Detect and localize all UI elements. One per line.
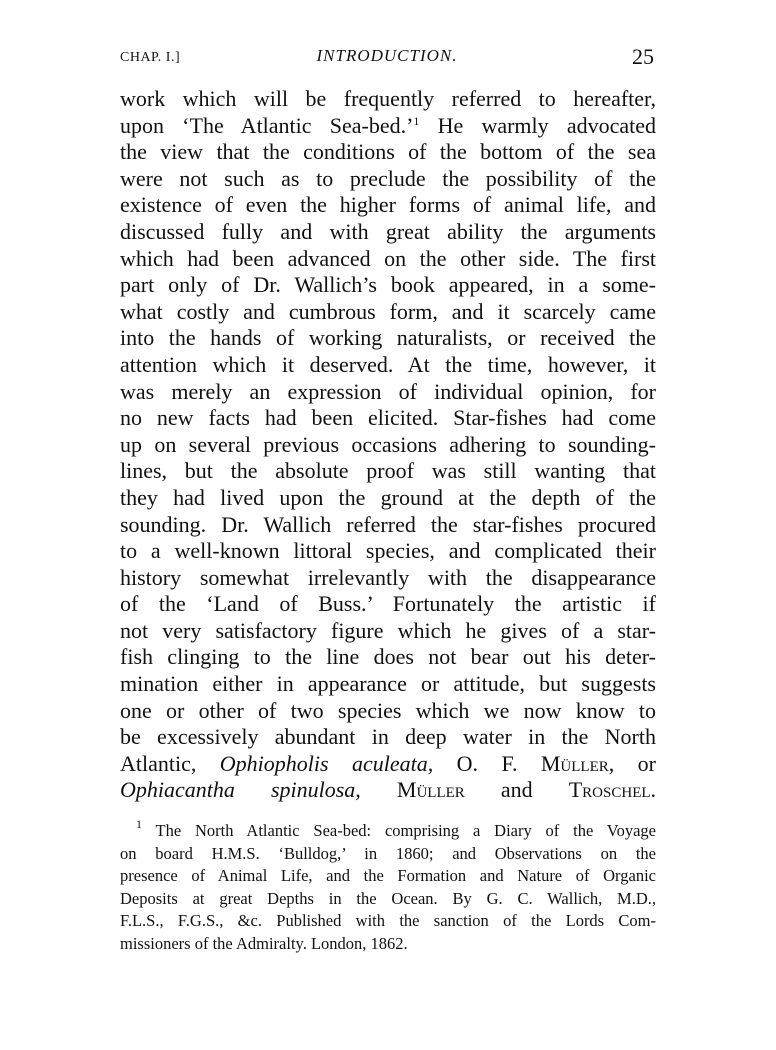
species-name: Ophiopholis aculeata, [219,750,434,776]
text-line: be excessively abundant in deep water in the North [120,724,656,750]
text-span: The North Atlantic Sea-bed: comprising a Diary of the Voyage [142,821,656,840]
text-line: not very satisfactory figure which he gives of a star- [120,617,656,643]
text-span: , or [608,750,656,776]
text-line [120,777,656,804]
text-line: which had been advanced on the other side. The first [120,245,656,271]
running-head [120,44,654,74]
text-line: up on several previous occasions adhering to sounding- [120,431,656,457]
footnote-line [120,817,656,843]
chapter-label: CHAP. I.] [120,50,181,65]
page-title: INTRODUCTION. [316,46,458,65]
text-line: into the hands of working naturalists, or received the [120,325,656,351]
text-span: and [464,777,569,803]
body-paragraph [120,86,656,804]
text-line: the view that the conditions of the bottom of the sea [120,139,656,165]
text-line: to a well-known littoral species, and complicated their [120,538,656,564]
text-line: mination either in appearance or attitude, but suggests [120,671,656,697]
text-line: was merely an expression of individual opinion, for [120,378,656,404]
text-line: attention which it deserved. At the time, however, it [120,351,656,377]
text-line: sounding. Dr. Wallich referred the star-fishes procured [120,511,656,537]
species-name: Ophiacantha spinulosa, [120,777,361,803]
text-line: one or other of two species which we now know to [120,697,656,723]
text-line: of the ‘Land of Buss.’ Fortunately the artistic if [120,591,656,617]
text-line: history somewhat irrelevantly with the disappearance [120,564,656,590]
text-span: He warmly advocated [419,112,656,138]
text-span: upon ‘The Atlantic Sea-bed.’ [120,112,414,138]
text-line [120,751,656,778]
text-span: Atlantic, [120,750,220,776]
footnote-line: presence of Animal Life, and the Formation and Nature of Organic [120,866,656,886]
author-name: Müller [396,777,465,803]
text-line: part only of Dr. Wallich’s book appeared, in a some- [120,272,656,298]
footnote-reference: 1 [413,113,420,128]
text-span: . [650,777,657,803]
footnote-line: F.L.S., F.G.S., &c. Published with the sanction of the Lords Com- [120,911,656,931]
author-name: Troschel [568,777,651,803]
text-line: they had lived upon the ground at the depth of the [120,484,656,510]
text-line: what costly and cumbrous form, and it scarcely came [120,298,656,324]
footnote-line: missioners of the Admiralty. London, 1862. [120,933,408,953]
page-number: 25 [632,44,654,69]
text-line: discussed fully and with great ability the arguments [120,218,656,244]
text-line [120,113,656,140]
text-line: no new facts had been elicited. Star-fishes had come [120,405,656,431]
footnote [120,817,656,956]
footnote-mark: 1 [136,817,142,831]
text-span: O. F. [433,750,541,776]
text-line: existence of even the higher forms of animal life, and [120,192,656,218]
text-line: lines, but the absolute proof was still wanting that [120,458,656,484]
footnote-line: Deposits at great Depths in the Ocean. By G. C. Wallich, M.D., [120,888,656,908]
text-line: work which will be frequently referred to hereafter, [120,86,656,111]
author-name: Müller [540,750,609,776]
footnote-line: on board H.M.S. ‘Bulldog,’ in 1860; and Observations on the [120,843,656,863]
text-line: were not such as to preclude the possibility of the [120,165,656,191]
text-line: fish clinging to the line does not bear out his deter- [120,644,656,670]
